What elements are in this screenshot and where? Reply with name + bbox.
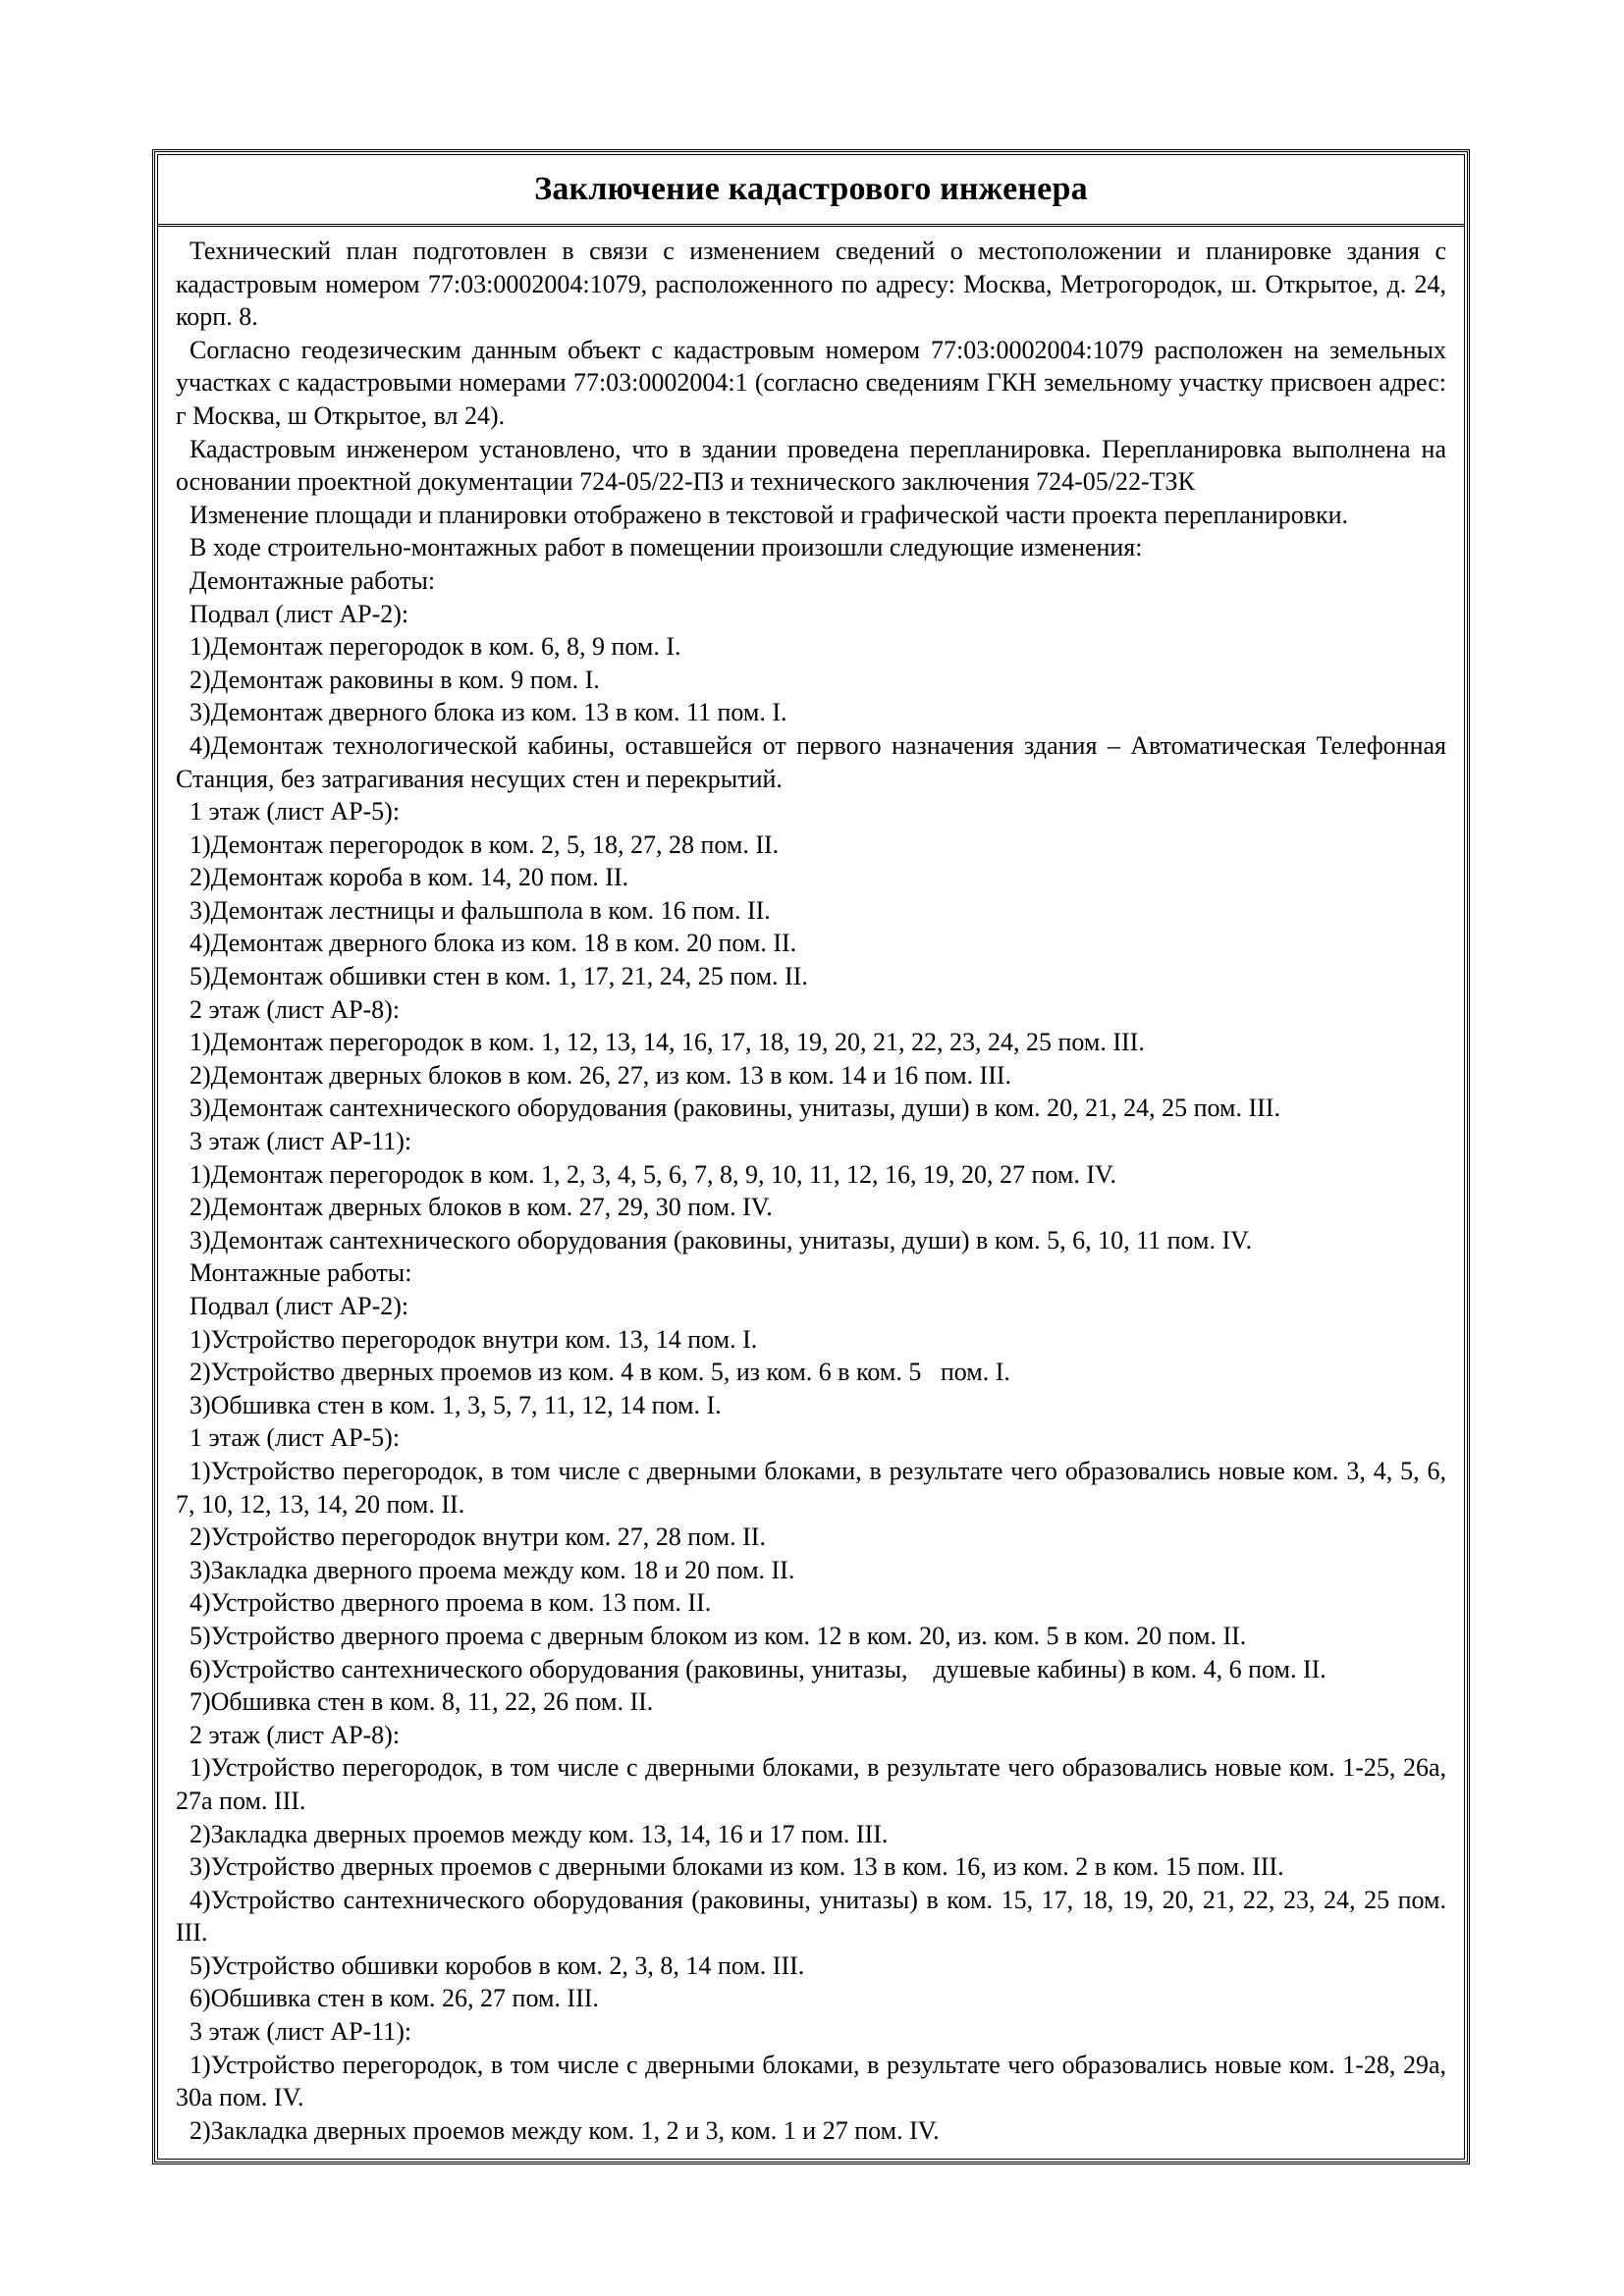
list-item: 4)Демонтаж технологической кабины, оставшейся от первого назначения здания – Автоматическая Телефонная Станция, без затрагивания несущих стен и перекрытий.	[176, 730, 1446, 793]
list-item: 3)Демонтаж сантехнического оборудования (раковины, унитазы, души) в ком. 20, 21, 24, 25 пом. III.	[189, 1094, 1280, 1123]
subsection-heading: 3 этаж (лист АР-11):	[189, 2017, 412, 2047]
list-item: 4)Устройство дверного проема в ком. 13 пом. II.	[189, 1588, 712, 1618]
section-heading-demolition: Демонтажные работы:	[189, 565, 436, 595]
list-item: 2)Закладка дверных проемов между ком. 13, 14, 16 и 17 пом. III.	[189, 1819, 889, 1848]
list-item: 3)Демонтаж лестницы и фальшпола в ком. 16 пом. II.	[189, 895, 771, 925]
list-item: 1)Устройство перегородок, в том числе с дверными блоками, в результате чего образовались новые ком. 1-25, 26а, 27а пом. III.	[176, 1753, 1446, 1815]
subsection-heading: 1 этаж (лист АР-5):	[189, 1423, 401, 1453]
subsection-heading: 2 этаж (лист АР-8):	[189, 994, 401, 1024]
paragraph: Изменение площади и планировки отображено в текстовой и графической части проекта перепланировки.	[189, 500, 1349, 529]
list-item: 4)Устройство сантехнического оборудования (раковины, унитазы) в ком. 15, 17, 18, 19, 20, 21, 22, 23, 24, 25 пом. III.	[176, 1885, 1446, 1948]
subsection-heading: 2 этаж (лист АР-8):	[189, 1720, 401, 1749]
list-item: 5)Устройство дверного проема с дверным блоком из ком. 12 в ком. 20, из. ком. 5 в ком. 20 пом. II.	[189, 1621, 1247, 1650]
subsection-heading: 3 этаж (лист АР-11):	[189, 1127, 412, 1156]
list-item: 5)Устройство обшивки коробов в ком. 2, 3, 8, 14 пом. III.	[189, 1950, 805, 1980]
list-item: 6)Устройство сантехнического оборудования (раковины, унитазы, душевые кабины) в ком. 4, 6 пом. II.	[189, 1654, 1326, 1683]
list-item: 2)Демонтаж раковины в ком. 9 пом. I.	[189, 665, 600, 694]
paragraph: Технический план подготовлен в связи с изменением сведений о местоположении и планировке здания с кадастровым номером 77:03:0002004:1079, расположенного по адресу: Москва, Метрогородок, ш. Открытое, д. 24, корп. 8.	[176, 237, 1446, 332]
subsection-heading: Подвал (лист АР-2):	[189, 599, 409, 628]
list-item: 1)Устройство перегородок, в том числе с дверными блоками, в результате чего образовались новые ком. 1-28, 29а, 30а пом. IV.	[176, 2050, 1446, 2112]
subsection-heading: 1 этаж (лист АР-5):	[189, 797, 401, 827]
list-item: 3)Демонтаж сантехнического оборудования (раковины, унитазы, души) в ком. 5, 6, 10, 11 пом. IV.	[189, 1225, 1253, 1255]
list-item: 1)Устройство перегородок, в том числе с дверными блоками, в результате чего образовались новые ком. 3, 4, 5, 6, 7, 10, 12, 13, 14, 20 пом. II.	[176, 1456, 1446, 1519]
document-frame	[152, 149, 1470, 2164]
document-inner	[157, 154, 1465, 2160]
list-item: 3)Демонтаж дверного блока из ком. 13 в ком. 11 пом. I.	[189, 698, 787, 727]
list-item: 3)Устройство дверных проемов с дверными блоками из ком. 13 в ком. 16, из ком. 2 в ком. 15 пом. III.	[189, 1852, 1284, 1882]
list-item: 2)Устройство дверных проемов из ком. 4 в ком. 5, из ком. 6 в ком. 5 пом. I.	[189, 1358, 1010, 1387]
list-item: 3)Закладка дверного проема между ком. 18 и 20 пом. II.	[189, 1555, 795, 1584]
list-item: 1)Демонтаж перегородок в ком. 2, 5, 18, 27, 28 пом. II.	[189, 829, 780, 859]
list-item: 1)Демонтаж перегородок в ком. 1, 2, 3, 4, 5, 6, 7, 8, 9, 10, 11, 12, 16, 19, 20, 27 пом. IV.	[189, 1159, 1116, 1189]
list-item: 2)Демонтаж дверных блоков в ком. 27, 29, 30 пом. IV.	[189, 1193, 773, 1222]
list-item: 4)Демонтаж дверного блока из ком. 18 в ком. 20 пом. II.	[189, 929, 797, 958]
document-body	[158, 227, 1464, 2147]
subsection-heading: Подвал (лист АР-2):	[189, 1292, 409, 1320]
list-item: 1)Устройство перегородок внутри ком. 13, 14 пом. I.	[189, 1324, 758, 1354]
list-item: 2)Демонтаж короба в ком. 14, 20 пом. II.	[189, 863, 629, 892]
list-item: 6)Обшивка стен в ком. 26, 27 пом. III.	[189, 1984, 599, 2013]
list-item: 7)Обшивка стен в ком. 8, 11, 22, 26 пом. II.	[189, 1687, 654, 1717]
paragraph: Согласно геодезическим данным объект с кадастровым номером 77:03:0002004:1079 расположен на земельных участках с кадастровыми номерами 77:03:0002004:1 (согласно сведениям ГКН земельному участку присвоен адрес: г Москва, ш Открытое, вл 24).	[176, 335, 1446, 430]
list-item: 5)Демонтаж обшивки стен в ком. 1, 17, 21, 24, 25 пом. II.	[189, 962, 808, 991]
list-item: 2)Устройство перегородок внутри ком. 27, 28 пом. II.	[189, 1522, 766, 1552]
list-item: 1)Демонтаж перегородок в ком. 1, 12, 13, 14, 16, 17, 18, 19, 20, 21, 22, 23, 24, 25 пом. III.	[189, 1028, 1145, 1057]
list-item: 2)Демонтаж дверных блоков в ком. 26, 27, из ком. 13 в ком. 14 и 16 пом. III.	[189, 1060, 1012, 1090]
list-item: 3)Обшивка стен в ком. 1, 3, 5, 7, 11, 12, 14 пом. I.	[189, 1390, 722, 1419]
section-heading-installation: Монтажные работы:	[189, 1258, 412, 1288]
document-title: Заключение кадастрового инженера	[158, 155, 1464, 227]
paragraph: Кадастровым инженером установлено, что в здании проведена перепланировка. Перепланировка выполнена на основании проектной документации 724-05/22-ПЗ и технического заключения 724-05/22-ТЗК	[176, 434, 1446, 497]
list-item: 1)Демонтаж перегородок в ком. 6, 8, 9 пом. I.	[189, 632, 681, 662]
list-item: 2)Закладка дверных проемов между ком. 1, 2 и 3, ком. 1 и 27 пом. IV.	[189, 2115, 940, 2145]
paragraph: В ходе строительно-монтажных работ в помещении произошли следующие изменения:	[189, 533, 1143, 562]
